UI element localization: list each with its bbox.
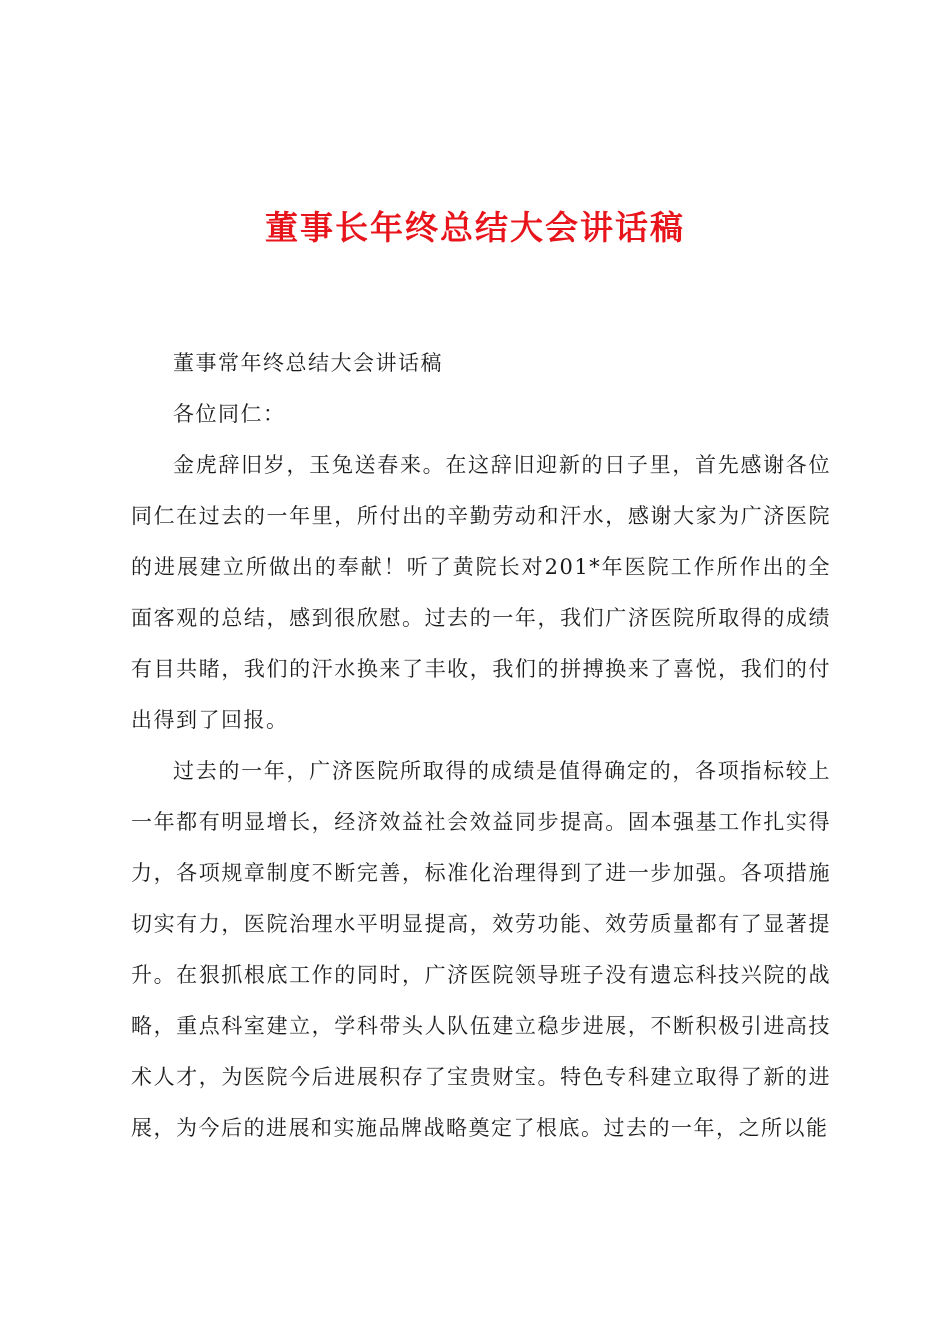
document-body [131,338,831,1154]
speech-heading: 董事常年终总结大会讲话稿 [173,351,443,375]
document-title: 董事长年终总结大会讲话稿 [265,208,685,247]
body-paragraph: 金虎辞旧岁，玉兔送春来。在这辞旧迎新的日子里，首先感谢各位同仁在过去的一年里，所付出的辛勤劳动和汗水，感谢大家为广济医院的进展建立所做出的奉献！听了黄院长对201*年医院工作所作出的全面客观的总结，感到很欣慰。过去的一年，我们广济医院所取得的成绩有目共睹，我们的汗水换来了丰收，我们的拼搏换来了喜悦，我们的付出得到了回报。 [131,453,831,732]
body-paragraph: 过去的一年，广济医院所取得的成绩是值得确定的，各项指标较上一年都有明显增长，经济效益社会效益同步提高。固本强基工作扎实得力，各项规章制度不断完善，标准化治理得到了进一步加强。各项措施切实有力，医院治理水平明显提高，效劳功能、效劳质量都有了显著提升。在狠抓根底工作的同时，广济医院领导班子没有遗忘科技兴院的战略，重点科室建立，学科带头人队伍建立稳步进展，不断积极引进高技术人才，为医院今后进展积存了宝贵财宝。特色专科建立取得了新的进展，为今后的进展和实施品牌战略奠定了根底。过去的一年，之所以能 [131,759,831,1140]
salutation: 各位同仁： [173,402,286,426]
